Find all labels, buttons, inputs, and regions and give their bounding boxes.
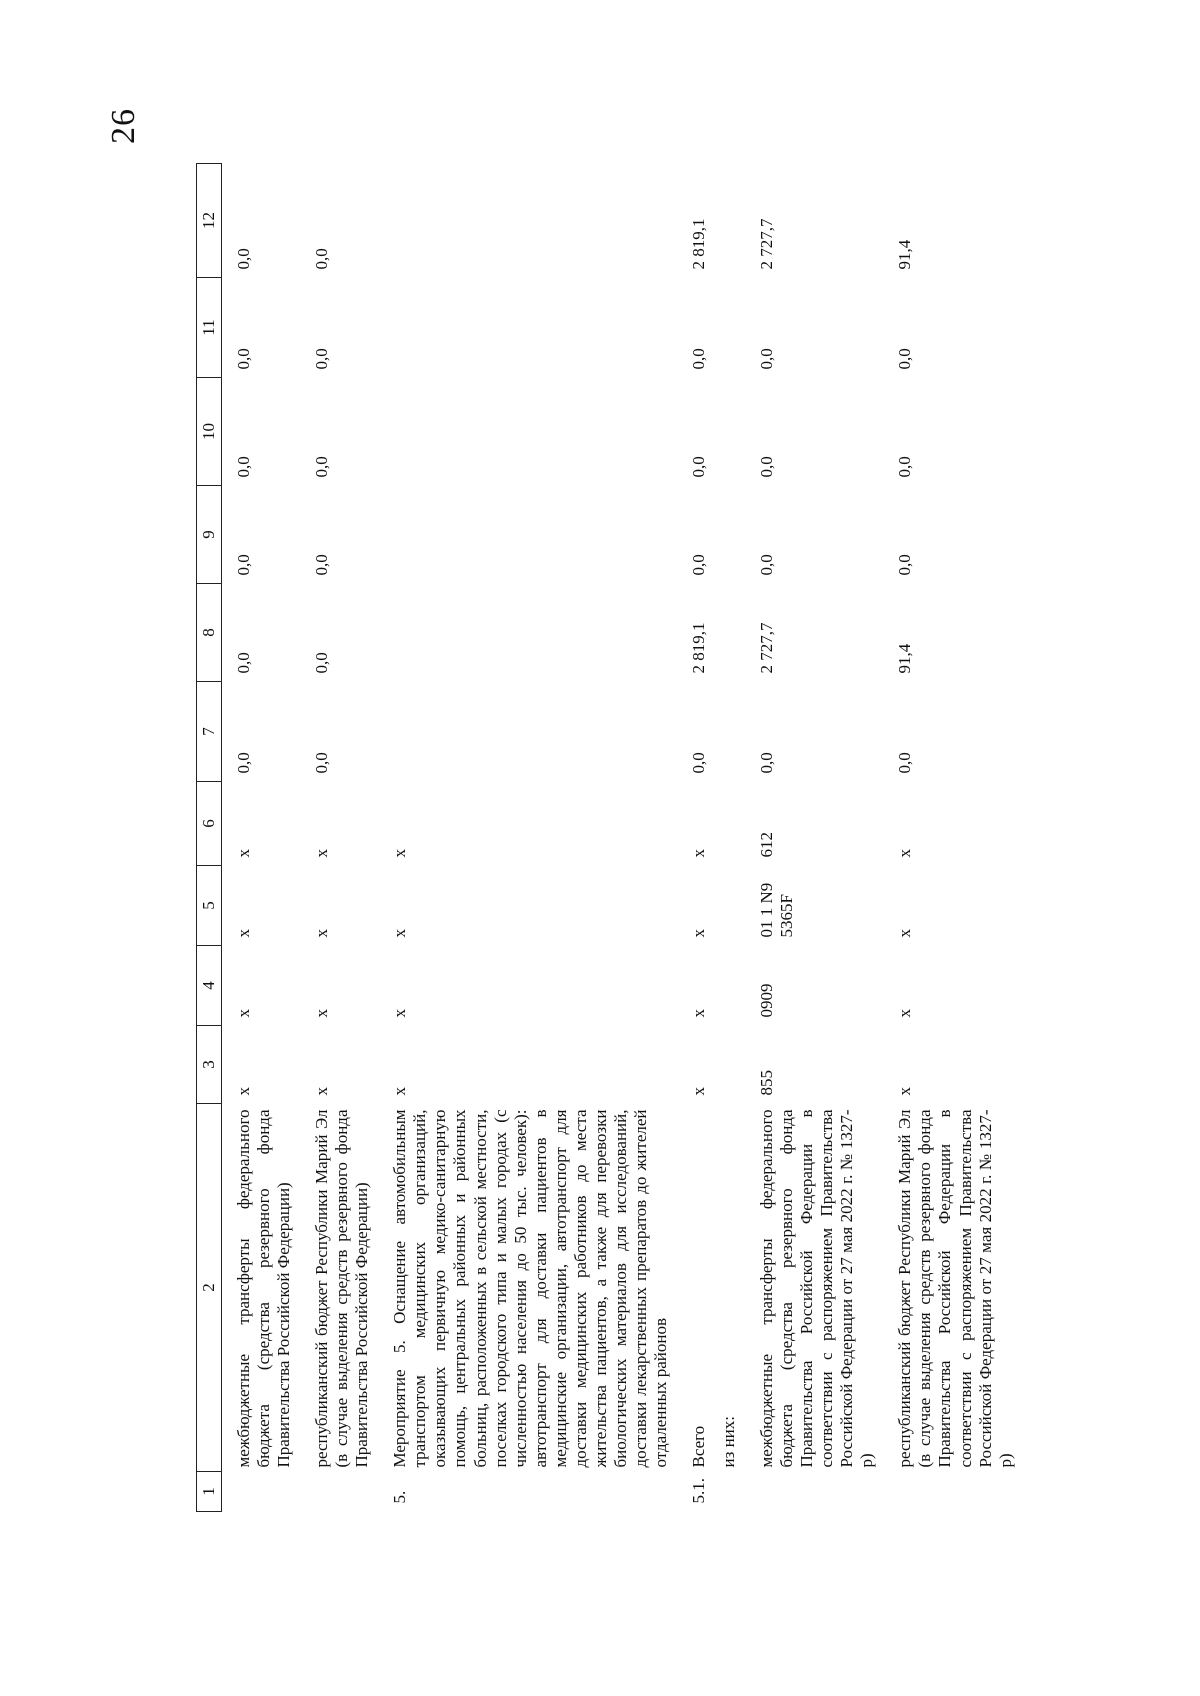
table-cell: х xyxy=(688,1087,708,1096)
table-cell: 0,0 xyxy=(757,348,777,370)
table-cell: 0,0 xyxy=(895,348,915,370)
table-cell: 0,0 xyxy=(757,456,777,478)
table-cell: 612 xyxy=(757,832,777,858)
row-description-cell: межбюджетные трансферты федерального бюджета (средства резервного фонда Правительства Российской Федерации) xyxy=(234,1109,294,1468)
table-cell: х xyxy=(234,929,254,938)
row-number-cell xyxy=(300,1472,378,1512)
budget-table xyxy=(196,163,1022,1512)
table-cell: 91,4 xyxy=(895,239,915,270)
table-row xyxy=(222,164,301,1512)
table-cell xyxy=(715,278,745,378)
table-cell: 0,0 xyxy=(312,456,332,478)
table-cell xyxy=(378,584,677,682)
header-cell: 11 xyxy=(197,278,222,378)
table-cell xyxy=(378,486,677,584)
table-cell: х xyxy=(390,1087,410,1096)
header-cell: 12 xyxy=(197,164,222,278)
table-cell: 0,0 xyxy=(895,752,915,774)
header-cell: 3 xyxy=(197,1026,222,1104)
table-row xyxy=(378,164,677,1512)
header-cell: 1 xyxy=(197,1472,222,1512)
row-number-cell xyxy=(715,1472,745,1512)
table-cell: х xyxy=(234,1009,254,1018)
table-cell xyxy=(378,164,677,278)
table-cell: 0,0 xyxy=(234,652,254,674)
table-cell: 0,0 xyxy=(312,752,332,774)
table-cell: 2 727,7 xyxy=(757,622,777,674)
table-cell: 2 819,1 xyxy=(688,218,708,270)
header-cell: 7 xyxy=(197,682,222,782)
table-cell: 0,0 xyxy=(234,554,254,576)
row-description-cell: межбюджетные трансферты федерального бюджета (средства резервного фонда Правительства Российской Федерации в соответствии с распоряжением Правительства Российской Федерации от 27 мая 2022 г. № 1327-р) xyxy=(757,1109,877,1468)
row-number-cell: 5.1. xyxy=(688,1478,708,1504)
table-cell: 0,0 xyxy=(688,456,708,478)
row-description-cell: республиканский бюджет Республики Марий Эл (в случае выделения средств резервного фонда Правительства Российской Федерации в соответствии с распоряжением Правительства Российской Федерации от 27 мая 2022 г. № 1327-р) xyxy=(895,1109,1015,1468)
table-row xyxy=(745,164,883,1512)
table-row xyxy=(883,164,1021,1512)
table-cell: х xyxy=(688,1009,708,1018)
table-cell xyxy=(715,486,745,584)
table-cell: 0,0 xyxy=(312,652,332,674)
table-cell: х xyxy=(895,1087,915,1096)
table-cell: х xyxy=(895,849,915,858)
row-number-cell: 5. xyxy=(390,1490,410,1504)
table-cell: х xyxy=(312,1009,332,1018)
table-cell: 0,0 xyxy=(895,456,915,478)
table-cell: 0,0 xyxy=(688,554,708,576)
table-cell xyxy=(715,682,745,782)
table-cell: 2 819,1 xyxy=(688,622,708,674)
header-cell: 8 xyxy=(197,584,222,682)
table-cell: 0,0 xyxy=(312,348,332,370)
table-cell: 855 xyxy=(757,1070,777,1096)
table-cell xyxy=(715,378,745,486)
table-cell: 0,0 xyxy=(234,456,254,478)
row-number-cell xyxy=(745,1472,883,1512)
table-cell: 0,0 xyxy=(312,248,332,270)
row-description-cell: республиканский бюджет Республики Марий Эл (в случае выделения средств резервного фонда Правительства Российской Федерации) xyxy=(312,1109,372,1468)
table-cell: х xyxy=(895,929,915,938)
table-cell xyxy=(715,866,745,946)
header-cell: 9 xyxy=(197,486,222,584)
table-cell xyxy=(378,682,677,782)
header-cell: 5 xyxy=(197,866,222,946)
table-cell: 0,0 xyxy=(234,248,254,270)
header-cell: 6 xyxy=(197,782,222,866)
table-cell: 0909 xyxy=(757,983,777,1018)
table-cell: х xyxy=(390,929,410,938)
table-cell: 01 1 N9 5365F xyxy=(757,882,797,938)
table-row xyxy=(300,164,378,1512)
table-cell xyxy=(715,946,745,1026)
table-cell: х xyxy=(312,1087,332,1096)
table-cell: х xyxy=(895,1009,915,1018)
header-cell: 2 xyxy=(197,1104,222,1472)
row-description-cell: Всего xyxy=(688,1425,708,1468)
header-cell: 10 xyxy=(197,378,222,486)
table-cell: 0,0 xyxy=(895,554,915,576)
table-cell: х xyxy=(312,929,332,938)
table-cell xyxy=(378,278,677,378)
table-cell: 91,4 xyxy=(895,643,915,674)
row-number-cell xyxy=(883,1472,1021,1512)
table-row xyxy=(677,164,715,1512)
row-number-cell xyxy=(222,1472,301,1512)
table-cell: 2 727,7 xyxy=(757,218,777,270)
table-cell: 0,0 xyxy=(688,752,708,774)
table-cell xyxy=(715,584,745,682)
table-cell: х xyxy=(234,849,254,858)
table-cell xyxy=(715,1026,745,1104)
page-number: 26 xyxy=(105,108,142,144)
table-cell: х xyxy=(312,849,332,858)
table-cell: 0,0 xyxy=(234,348,254,370)
table-cell: 0,0 xyxy=(688,348,708,370)
table-cell xyxy=(715,782,745,866)
header-cell: 4 xyxy=(197,946,222,1026)
table-cell: х xyxy=(688,929,708,938)
table-cell: х xyxy=(390,849,410,858)
table-cell: х xyxy=(390,1009,410,1018)
table-cell xyxy=(378,378,677,486)
table-cell: х xyxy=(688,849,708,858)
table-cell: 0,0 xyxy=(757,554,777,576)
row-description-cell: Мероприятие 5. Оснащение автомобильным транспортом медицинских организаций, оказывающих первичную медико-санитарную помощь, центральных районных и районных больниц, расположенных в сельской местности, поселках городского типа и малых городах (с численностью населения до 50 тыс. человек): автотранспорт для доставки пациентов в медицинские организации, автотранспорт для доставки медицинских работников до места жительства пациентов, а также для перевозки биологических материалов для исследований, доставки лекарственных препаратов до жителей отдаленных районов xyxy=(390,1109,670,1468)
table-cell: 0,0 xyxy=(312,554,332,576)
table-cell: х xyxy=(234,1087,254,1096)
table-row xyxy=(715,164,745,1512)
row-description-cell: из них: xyxy=(719,1416,739,1468)
table-cell: 0,0 xyxy=(234,752,254,774)
table-cell xyxy=(715,164,745,278)
table-cell: 0,0 xyxy=(757,752,777,774)
table-header-row xyxy=(197,164,222,1512)
